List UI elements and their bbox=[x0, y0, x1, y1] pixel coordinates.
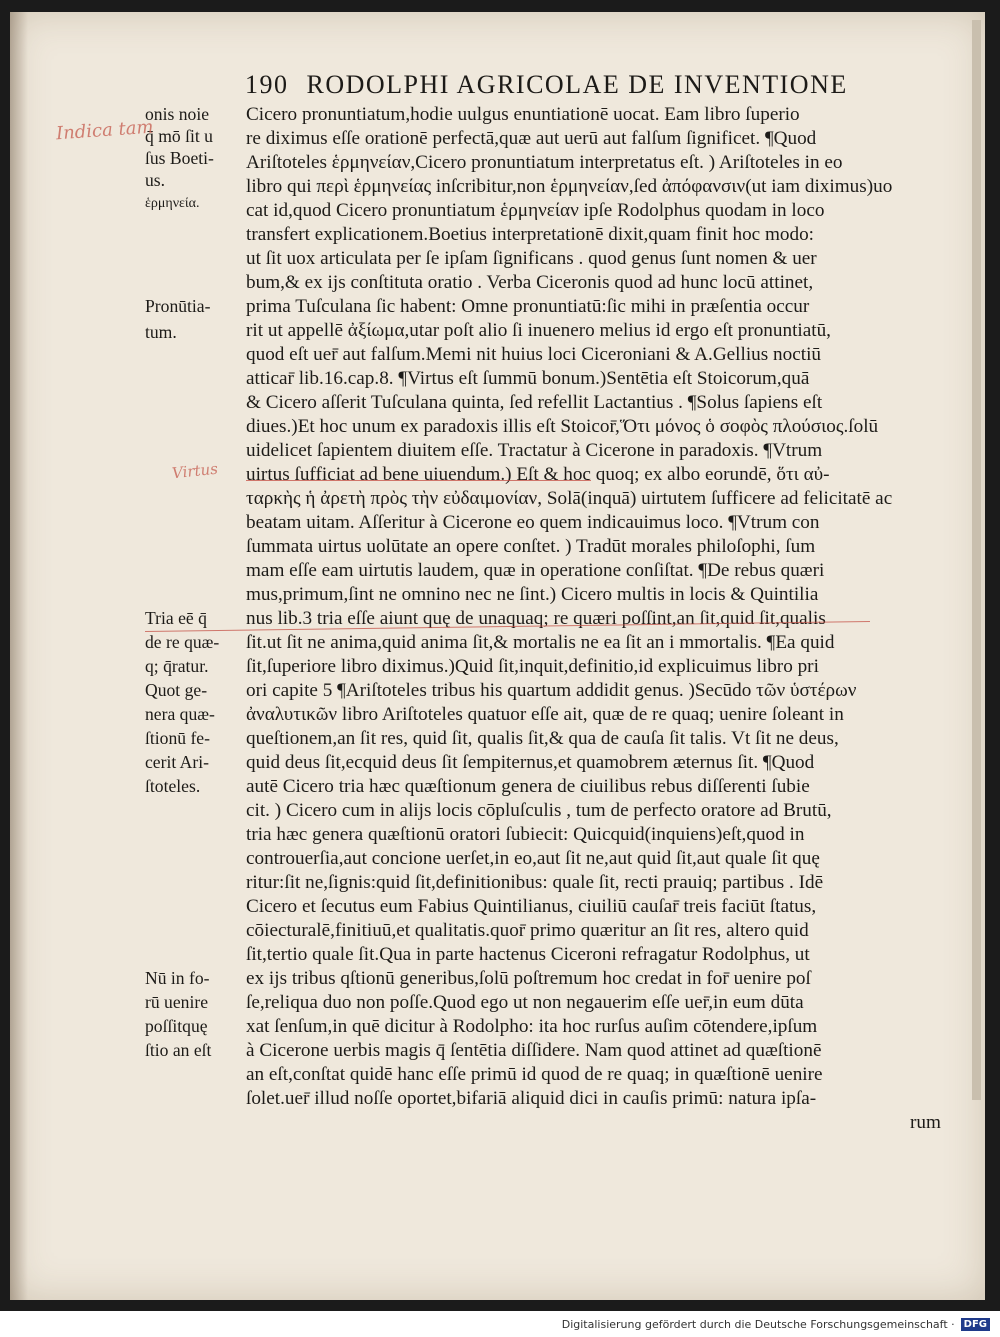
scan-edge-strip bbox=[972, 20, 981, 1100]
text-line: libro qui περὶ ἑρμηνείας inſcribitur,non ἑρμηνείαν,ſed ἀπόφανσιν(ut iam diximus)uo bbox=[246, 176, 893, 197]
text-line: queſtionem,an ſit res, quid ſit, qualis ſit,& qua de cauſa ſit talis. Vt ſit ne deus, bbox=[246, 728, 839, 749]
text-line: Cicero pronuntiatum,hodie uulgus enuntiationē uocat. Eam libro ſuperio bbox=[246, 104, 800, 125]
text-line: re diximus eſſe orationē perfectā,quæ aut uerū aut falſum ſignificet. ¶Quod bbox=[246, 128, 817, 149]
text-line: mus,primum,ſint ne omnino nec ne ſint.) Cicero multis in locis & Quintilia bbox=[246, 584, 819, 605]
margin-note-line: q̄ mō ſit u bbox=[145, 126, 213, 146]
catchword: rum bbox=[910, 1112, 941, 1133]
text-line: transfert explicationem.Boetius interpretationē dixit,quam finit hoc modo: bbox=[246, 224, 815, 245]
handwritten-annotation: Indica tam bbox=[55, 116, 155, 145]
handwritten-annotation: Virtus bbox=[171, 459, 219, 483]
text-line: bum,& ex ijs conſtituta oratio . Verba Ciceronis quod ad hunc locū attinet, bbox=[246, 272, 814, 293]
text-line: ritur:ſit ne,ſignis:quid ſit,definitionibus: quale ſit, recti prauiq; partibus . Idē bbox=[246, 872, 824, 893]
margin-note-line: q; q̄ratur. bbox=[145, 656, 209, 676]
margin-note-line: rū uenire bbox=[145, 992, 209, 1012]
text-line: ſummata uirtus uolūtate an opere conſtet. ) Tradūt morales philoſophi, ſum bbox=[246, 536, 816, 557]
text-line: atticar̄ lib.16.cap.8. ¶Virtus eſt ſummū bonum.)Sentētia eſt Stoicorum,quā bbox=[246, 368, 810, 389]
text-line: quod eſt uer̄ aut falſum.Memi nit huius loci Ciceroniani & A.Gellius noctiū bbox=[246, 344, 821, 365]
text-line: ori capite 5 ¶Ariſtoteles tribus his quartum addidit genus. )Secūdo τῶν ὑστέρων bbox=[246, 680, 857, 701]
margin-note-line: Pronūtia- bbox=[145, 296, 211, 316]
text-line: autē Cicero tria hæc quæſtionum genera de ciuilibus rebus diſſerenti ſubie bbox=[246, 776, 810, 797]
margin-note-line: de re quæ- bbox=[145, 632, 220, 652]
running-title: RODOLPHI AGRICOLAE DE INVENTIONE bbox=[306, 70, 848, 99]
text-line: ſit.ut ſit ne anima,quid anima ſit,& mortalis ne ea ſit an i mmortalis. ¶Ea quid bbox=[246, 632, 835, 653]
gutter-shadow bbox=[10, 12, 28, 1300]
text-line: mam eſſe eam uirtutis laudem, quæ in operatione conſiſtat. ¶De rebus quæri bbox=[246, 560, 825, 581]
margin-note-line: cerit Ari- bbox=[145, 752, 209, 772]
text-line: ἀναλυτικῶν libro Ariſtoteles quatuor eſſe ait, quæ de re quaq; uenire ſoleant in bbox=[246, 704, 844, 725]
text-line: Ariſtoteles ἑρμηνείαν,Cicero pronuntiatum interpretatus eſt. ) Ariſtoteles in eo bbox=[246, 152, 843, 173]
text-line: uidelicet ſapientem diuitem eſſe. Tractatur à Cicerone in paradoxis. ¶Vtrum bbox=[246, 440, 823, 461]
text-line: Cicero et ſecutus eum Fabius Quintilianus, ciuiliū cauſar̄ treis faciūt ſtatus, bbox=[246, 896, 817, 917]
text-line: prima Tuſculana ſic habent: Omne pronuntiatū:ſic mihi in præſentia occur bbox=[246, 296, 810, 317]
text-line: xat ſenſum,in quē dicitur à Rodolpho: ita hoc rurſus auſim cōtendere,ipſum bbox=[246, 1016, 818, 1037]
text-line: ſit,tertio quale ſit.Qua in parte hactenus Ciceroni refragatur Rodolphus, ut bbox=[246, 944, 810, 965]
text-line: nus lib.3 tria eſſe aiunt quę de unaquaq; re quæri poſſint,an ſit,quid ſit,qualis bbox=[246, 608, 826, 629]
page-number: 190 bbox=[245, 70, 289, 99]
margin-note-line: Quot ge- bbox=[145, 680, 208, 700]
margin-note-line: poſſitquę bbox=[145, 1016, 208, 1036]
text-line: beatam uitam. Aſſeritur à Cicerone eo quem indicauimus loco. ¶Vtrum con bbox=[246, 512, 820, 533]
text-line: ſit,ſuperiore libro diximus.)Quid ſit,inquit,definitio,id explicuimus libro pri bbox=[246, 656, 819, 677]
margin-note-line: Tria eē q̄ bbox=[145, 608, 207, 628]
text-line: ſolet.uer̄ illud noſſe oportet,bifariā aliquid dici in cauſis primū: natura ipſa- bbox=[246, 1088, 817, 1109]
margin-note-line: tum. bbox=[145, 322, 177, 342]
footer-credit: Digitalisierung gefördert durch die Deutsche Forschungsgemeinschaft · bbox=[561, 1317, 955, 1331]
text-line: tria hæc genera quæſtionū oratori ſubiecit: Quicquid(inquiens)eſt,quod in bbox=[246, 824, 805, 845]
margin-note-line: Nū in fo- bbox=[145, 968, 210, 988]
text-line: ταρκὴς ἡ ἀρετὴ πρὸς τὴν εὐδαιμονίαν, Solā(inquā) uirtutem ſufficere ad felicitatē ac bbox=[246, 488, 893, 509]
margin-note-line: ſtoteles. bbox=[145, 776, 201, 796]
text-line: ex ijs tribus qſtionū generibus,ſolū poſtremum hoc credat in for̄ uenire poſ bbox=[246, 968, 811, 989]
margin-note-line: onis noie bbox=[145, 104, 210, 124]
dfg-logo: DFG bbox=[961, 1318, 990, 1331]
margin-note-line: ſtionū fe- bbox=[145, 728, 210, 748]
text-line: controuerſia,aut concione uerſet,in eo,aut ſit ne,aut quid ſit,aut quale ſit quę bbox=[246, 848, 820, 869]
red-underline bbox=[246, 480, 591, 481]
text-line: an eſt,conſtat quidē hanc eſſe primū id quod de re quaq; in quæſtionē uenire bbox=[246, 1064, 823, 1085]
text-line: cōiecturalē,finitiuū,et qualitatis.quor̄ primo quæritur an ſit res, altero quid bbox=[246, 920, 809, 941]
text-line: cit. ) Cicero cum in alijs locis cōpluſculis , tum de perfecto oratore ad Brutū, bbox=[246, 800, 832, 821]
text-line: à Cicerone uerbis magis q̄ ſentētia diſſidere. Nam quod attinet ad quæſtionē bbox=[246, 1040, 822, 1061]
margin-note-line: nera quæ- bbox=[145, 704, 215, 724]
running-head bbox=[245, 70, 885, 100]
book-page bbox=[10, 12, 985, 1300]
text-line: ſe,reliqua duo non poſſe.Quod ego ut non negauerim eſſe uer̄,in eum dūta bbox=[246, 992, 804, 1013]
margin-note-line: ἑρμηνεία. bbox=[145, 196, 200, 211]
text-line: & Cicero aſſerit Tuſculana quinta, ſed refellit Lactantius . ¶Solus ſapiens eſt bbox=[246, 392, 823, 413]
margin-note-line: ſus Boeti- bbox=[145, 148, 214, 168]
margin-note-line: ſtio an eſt bbox=[145, 1040, 212, 1060]
footer-bar bbox=[0, 1311, 1000, 1337]
text-line: diues.)Et hoc unum ex paradoxis illis eſt Stoicor̄,Ὅτι μόνος ὁ σοφὸς πλούσιος.ſolū bbox=[246, 416, 879, 437]
text-line: quid deus ſit,ecquid deus ſit ſempiternus,et quamobrem æternus ſit. ¶Quod bbox=[246, 752, 815, 773]
text-line: cat id,quod Cicero pronuntiatum ἑρμηνείαν ipſe Rodolphus quodam in loco bbox=[246, 200, 825, 221]
margin-note-line: us. bbox=[145, 170, 166, 190]
text-line: ut ſit uox articulata per ſe ipſam ſignificans . quod genus ſunt nomen & uer bbox=[246, 248, 817, 269]
text-line: uirtus ſufficiat ad bene uiuendum.) Eſt & hoc quoq; ex albo eorundē, ὅτι αὐ- bbox=[246, 464, 830, 485]
text-line: rit ut appellē ἀξίωμα,utar poſt alio ſi inuenero melius id ergo eſt pronuntiatū, bbox=[246, 320, 831, 341]
